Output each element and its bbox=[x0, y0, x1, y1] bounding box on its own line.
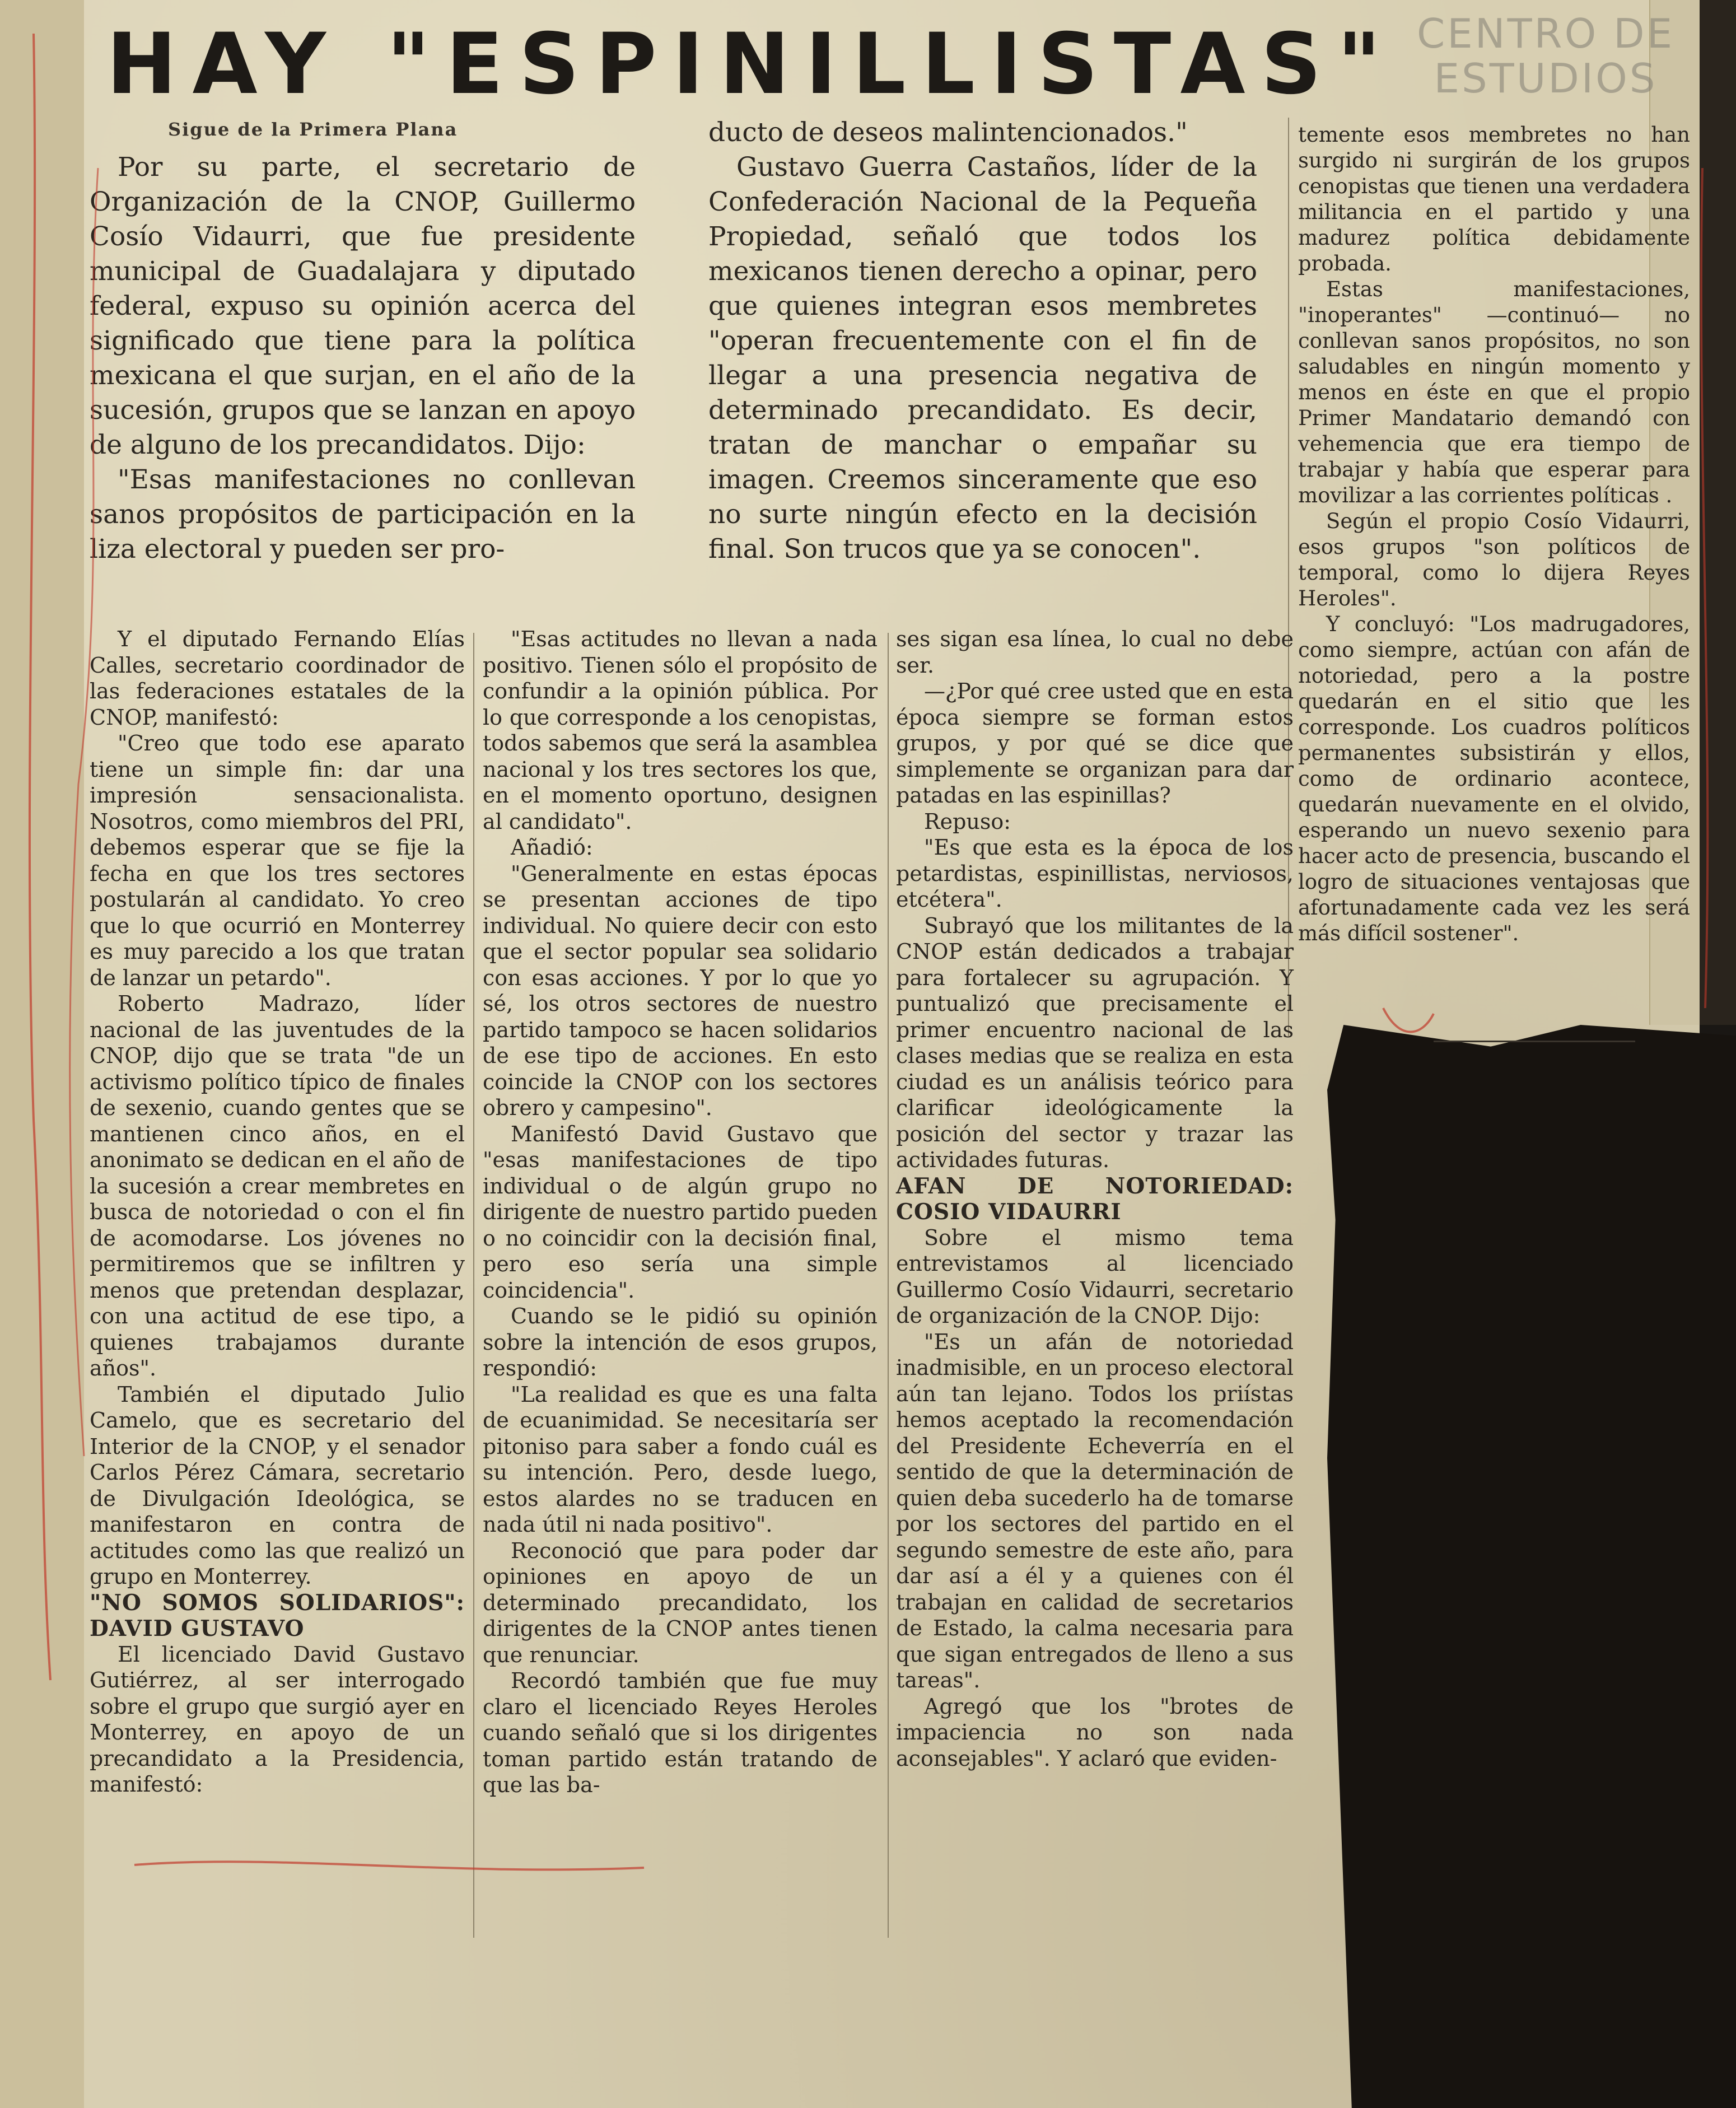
column-rule bbox=[473, 633, 474, 1938]
dark-background-edge bbox=[1700, 0, 1736, 1025]
body-paragraph: "Es que esta es la época de los petardistas, espinillistas, nerviosos, etcétera". bbox=[896, 835, 1294, 912]
body-paragraph: Repuso: bbox=[924, 809, 1011, 834]
body-paragraph: Sobre el mismo tema entrevistamos al licenciado Guillermo Cosío Vidaurri, secretario de organización de la CNOP. Dijo: bbox=[896, 1225, 1294, 1328]
body-paragraph: Y el diputado Fernando Elías Calles, secretario coordinador de las federaciones estatales de la CNOP, manifestó: bbox=[90, 627, 465, 730]
body-paragraph: Cuando se le pidió su opinión sobre la intención de esos grupos, respondió: bbox=[483, 1304, 878, 1381]
column-4 bbox=[1298, 122, 1690, 946]
body-paragraph: Agregó que los "brotes de impaciencia no son nada aconsejables". Y aclaró que eviden- bbox=[896, 1694, 1294, 1771]
lead-paragraph: Gustavo Guerra Castaños, líder de la Confederación Nacional de la Pequeña Propiedad, señaló que todos los mexicanos tienen derecho a opinar, pero que quienes integran esos membretes "operan frecuentemente con el fin de llegar a una presencia negativa de determinado precandidato. Es decir, tratan de manchar o empañar su imagen. Creemos sinceramente que eso no surte ningún efecto en la decisión final. Son trucos que ya se conocen". bbox=[708, 152, 1257, 565]
body-paragraph: El licenciado David Gustavo Gutiérrez, al ser interrogado sobre el grupo que surgió ayer en Monterrey, en apoyo de un precandidato a la Presidencia, manifestó: bbox=[90, 1641, 465, 1797]
column-1 bbox=[90, 626, 465, 1798]
lead-column-1 bbox=[90, 150, 636, 567]
lead-paragraph: "Esas manifestaciones no conllevan sanos propósitos de participación en la liza electoral y pueden ser pro- bbox=[90, 464, 636, 565]
torn-missing-area bbox=[1327, 1025, 1736, 2108]
body-paragraph: Recordó también que fue muy claro el licenciado Reyes Heroles cuando señaló que si los dirigentes toman partido están tratando de que las ba- bbox=[483, 1668, 878, 1797]
body-paragraph: temente esos membretes no han surgido ni surgirán de los grupos cenopistas que tienen una verdadera militancia en el partido y una madurez política debidamente probada. bbox=[1298, 123, 1690, 276]
lead-column-2 bbox=[708, 115, 1257, 567]
column-end-ornament bbox=[1434, 1041, 1635, 1046]
continuation-kicker: Sigue de la Primera Plana bbox=[168, 119, 458, 140]
lead-paragraph: Por su parte, el secretario de Organización de la CNOP, Guillermo Cosío Vidaurri, que fue presidente municipal de Guadalajara y diputado federal, expuso su opinión acerca del significado que tiene para la política mexicana el que surjan, en el año de la sucesión, grupos que se lanzan en apoyo de alguno de los precandidatos. Dijo: bbox=[90, 152, 636, 460]
body-paragraph: Subrayó que los militantes de la CNOP están dedicados a trabajar para fortalecer su agrupación. Y puntualizó que precisamente el primer encuentro nacional de las clases medias que se realiza en esta ciudad es un análisis teórico para clarificar ideológicamente la posición del sector y trazar las actividades futuras. bbox=[896, 913, 1294, 1172]
subheading: AFAN DE NOTORIEDAD: COSIO VIDAURRI bbox=[896, 1173, 1294, 1225]
lead-paragraph: ducto de deseos malintencionados." bbox=[708, 117, 1188, 148]
body-paragraph: Estas manifestaciones, "inoperantes" —continuó— no conllevan sanos propósitos, no son saludables en ningún momento y menos en éste en que el propio Primer Mandatario demandó con vehemencia que era tiempo de trabajar y había que esperar para movilizar a las corrientes políticas . bbox=[1298, 277, 1690, 507]
body-paragraph: Y concluyó: "Los madrugadores, como siempre, actúan con afán de notoriedad, pero a la postre quedarán en el sitio que les corresponde. Los cuadros políticos permanentes subsistirán y ellos, como de ordinario acontece, quedarán nuevamente en el olvido, esperando un nuevo sexenio para hacer acto de presencia, buscando el logro de situaciones ventajosas que afortunadamente cada vez les será más difícil sostener". bbox=[1298, 612, 1690, 945]
body-paragraph: Roberto Madrazo, líder nacional de las juventudes de la CNOP, dijo que se trata "de un activismo político típico de finales de sexenio, cuando gentes que se mantienen cinco años, en el anonimato se dedican en el año de la sucesión a crear membretes en busca de notoriedad o con el fin de acomodarse. Los jóvenes no permitiremos que se infiltren y menos que pretendan desplazar, con una actitud de ese tipo, a quienes trabajamos durante años". bbox=[90, 991, 465, 1381]
column-rule bbox=[888, 633, 889, 1938]
body-paragraph: —¿Por qué cree usted que en esta época siempre se forman estos grupos, y por qué se dice que simplemente se organizan para dar patadas en las espinillas? bbox=[896, 679, 1294, 808]
body-paragraph: "La realidad es que es una falta de ecuanimidad. Se necesitaría ser pitoniso para saber a fondo cuál es su intención. Pero, desde luego, estos alardes no se traducen en nada útil ni nada positivo". bbox=[483, 1382, 878, 1537]
article-headline: HAY "ESPINILLISTAS" bbox=[106, 16, 1397, 113]
stamp-line1: CENTRO DE bbox=[1416, 10, 1675, 57]
body-paragraph: ses sigan esa línea, lo cual no debe ser. bbox=[896, 627, 1294, 678]
subheading: "NO SOMOS SOLIDARIOS": DAVID GUSTAVO bbox=[90, 1589, 465, 1641]
stamp-line2: ESTUDIOS bbox=[1434, 55, 1658, 102]
body-paragraph: "Es un afán de notoriedad inadmisible, en un proceso electoral aún tan lejano. Todos los priístas hemos aceptado la recomendación del Presidente Echeverría en el sentido de que la determinación de quien deba sucederlo ha de tomarse por los sectores del partido en el segundo semestre de este año, para dar así a él y a quienes con él trabajan en calidad de secretarios de Estado, la calma necesaria para que sigan entregados de lleno a sus tareas". bbox=[896, 1329, 1294, 1692]
body-paragraph: Según el propio Cosío Vidaurri, esos grupos "son políticos de temporal, como lo dijera Reyes Heroles". bbox=[1298, 509, 1690, 610]
body-paragraph: También el diputado Julio Camelo, que es secretario del Interior de la CNOP, y el senador Carlos Pérez Cámara, secretario de Divulgación Ideológica, se manifestaron en contra de actitudes como las que realizó un grupo en Monterrey. bbox=[90, 1382, 465, 1589]
body-paragraph: "Creo que todo ese aparato tiene un simple fin: dar una impresión sensacionalista. Nosotros, como miembros del PRI, debemos esperar que se fije la fecha en que los tres sectores postularán al candidato. Yo creo que lo que ocurrió en Monterrey es muy parecido a los que tratan de lanzar un petardo". bbox=[90, 731, 465, 990]
left-margin-strip bbox=[0, 0, 84, 2108]
column-3 bbox=[896, 626, 1294, 1771]
column-2 bbox=[483, 626, 878, 1798]
body-paragraph: Reconoció que para poder dar opiniones en apoyo de un determinado precandidato, los dirigentes de la CNOP antes tienen que renunciar. bbox=[483, 1538, 878, 1667]
body-paragraph: "Generalmente en estas épocas se presentan acciones de tipo individual. No quiere decir con esto que el sector popular sea solidario con esas acciones. Y por lo que yo sé, los otros sectores de nuestro partido tampoco se hacen solidarios de ese tipo de acciones. En esto coincide la CNOP con los sectores obrero y campesino". bbox=[483, 861, 878, 1120]
body-paragraph: "Esas actitudes no llevan a nada positivo. Tienen sólo el propósito de confundir a la opinión pública. Por lo que corresponde a los cenopistas, todos sabemos que será la asamblea nacional y los tres sectores los que, en el momento oportuno, designen al candidato". bbox=[483, 627, 878, 834]
body-paragraph: Manifestó David Gustavo que "esas manifestaciones de tipo individual o de algún grupo no dirigente de nuestro partido pueden o no coincidir con la decisión final, pero eso sería una simple coincidencia". bbox=[483, 1121, 878, 1303]
body-paragraph: Añadió: bbox=[511, 835, 593, 860]
